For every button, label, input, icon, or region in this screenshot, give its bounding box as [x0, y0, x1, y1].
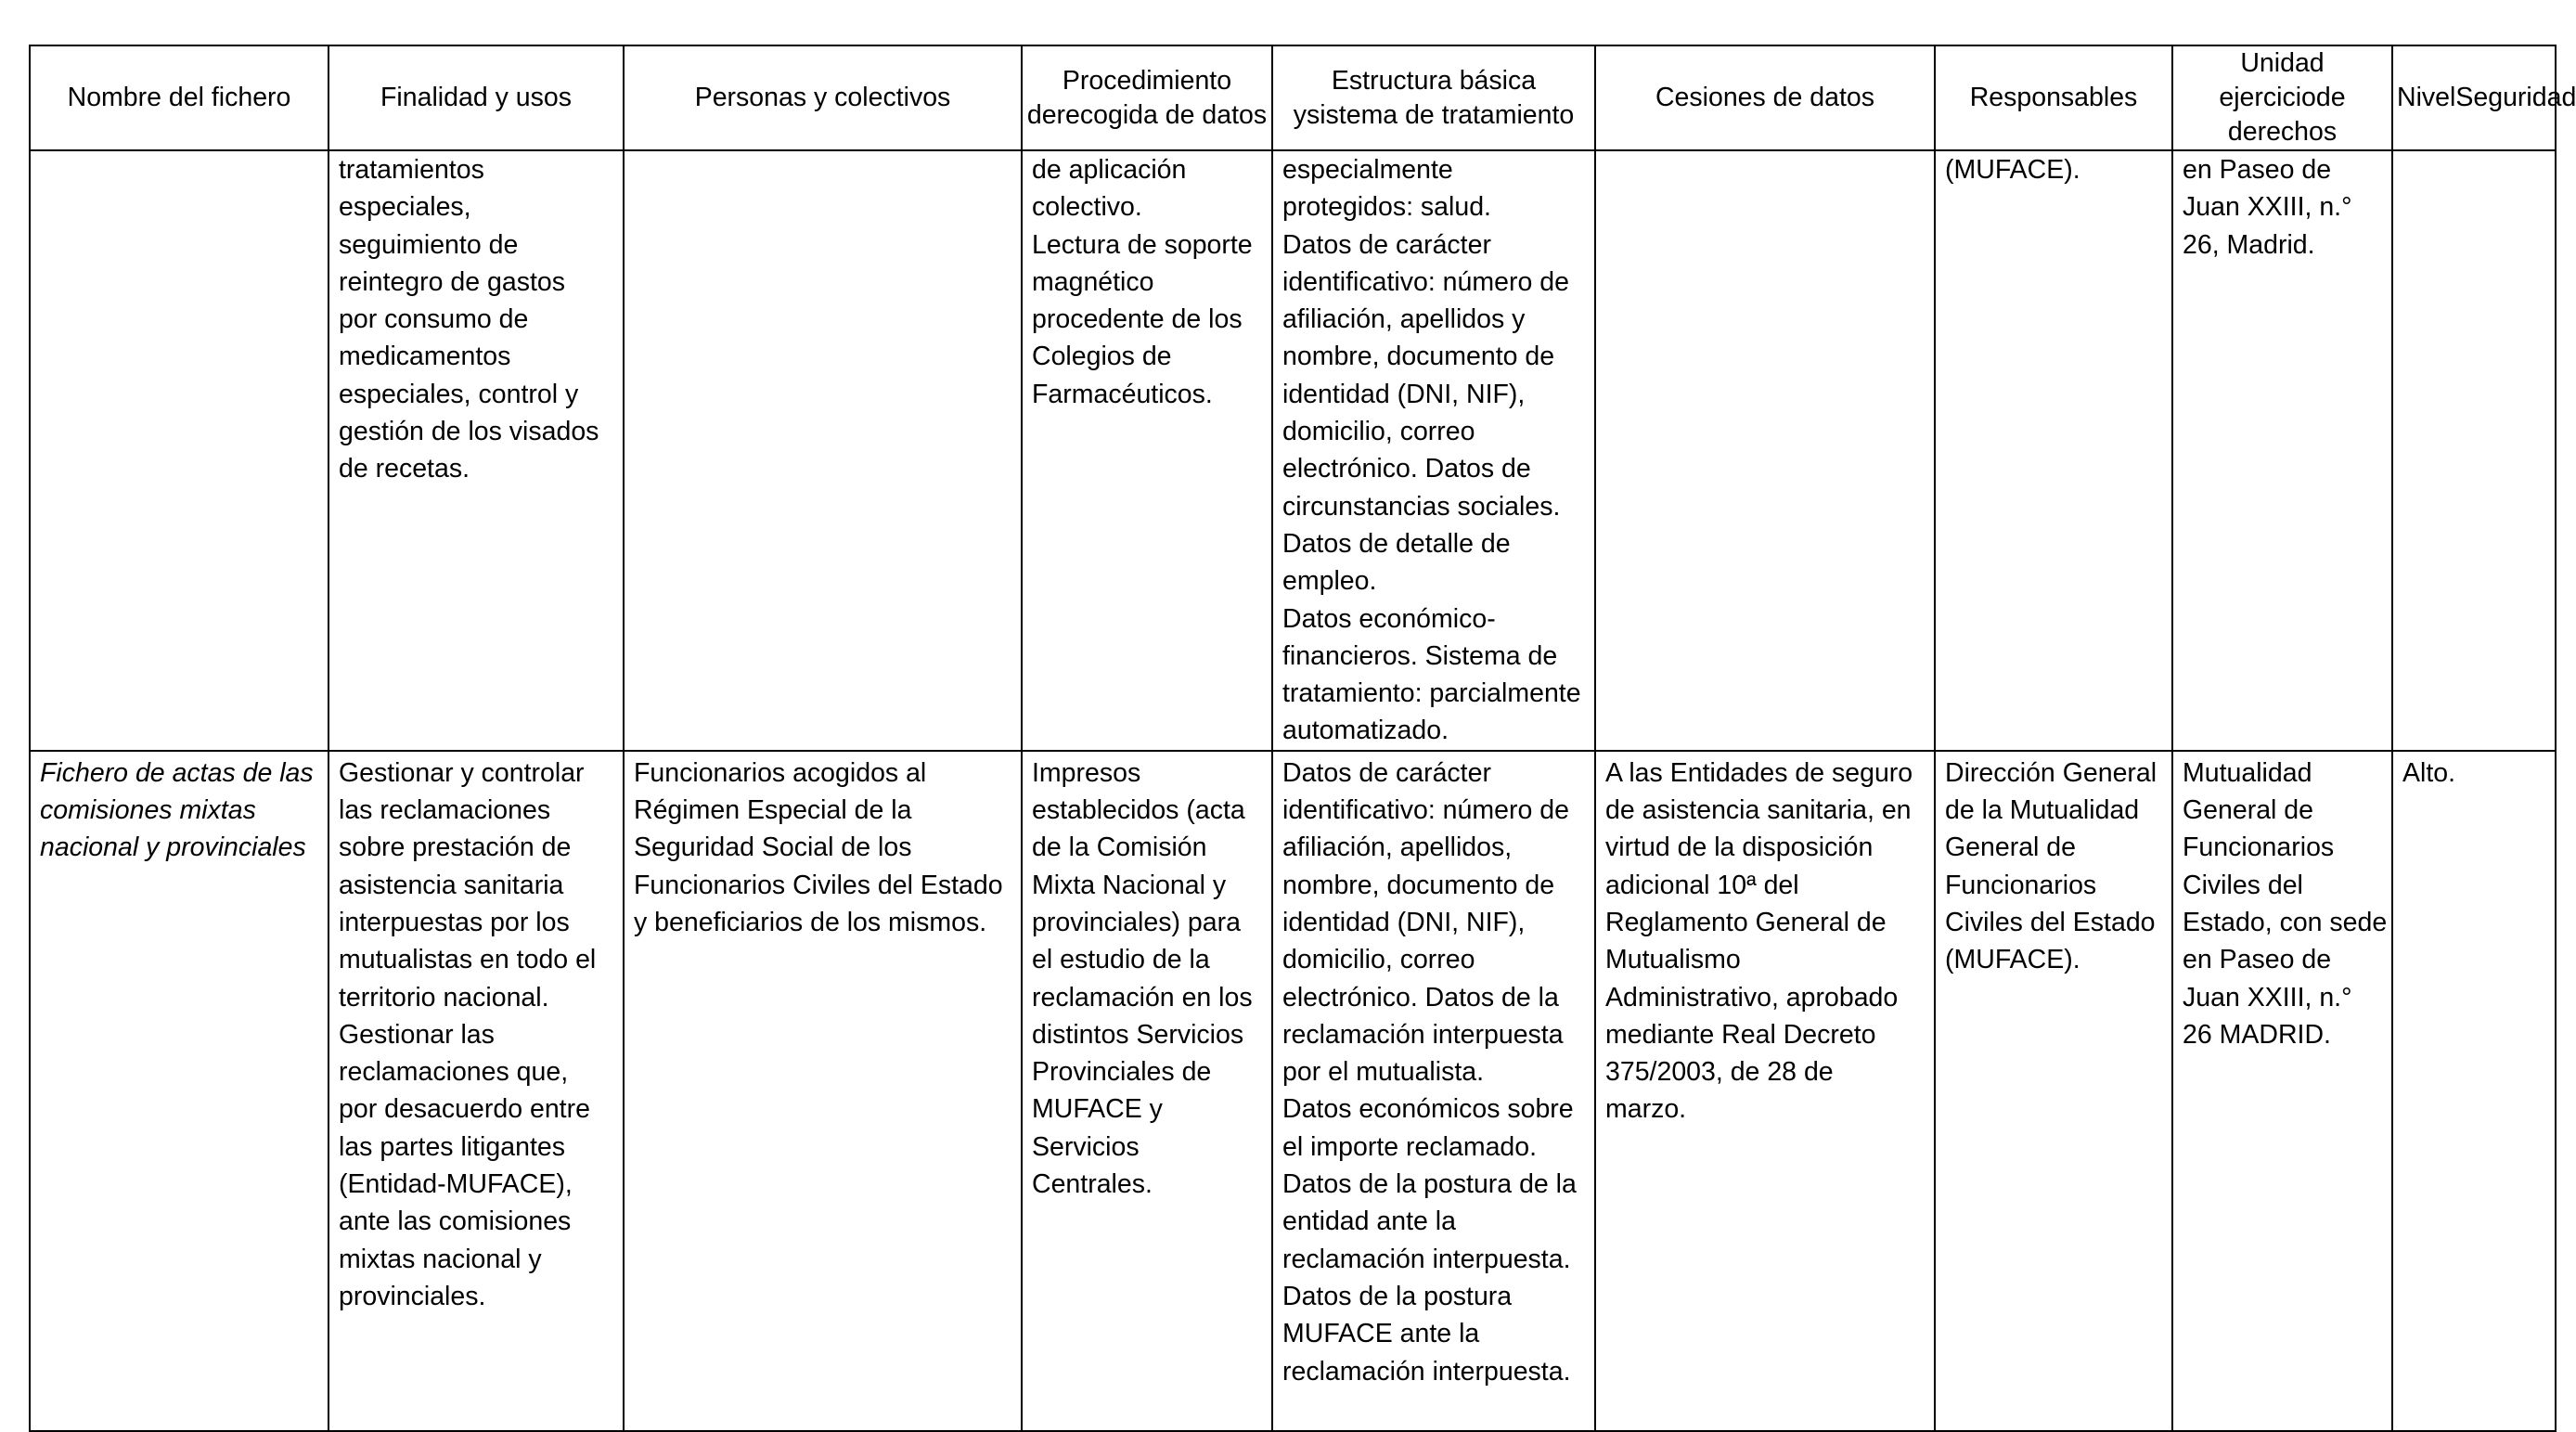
- cell-personas-colectivos: [624, 150, 1022, 751]
- cell-unidad-ejercicio: [2172, 751, 2392, 1431]
- cell-nombre-fichero: [30, 150, 328, 751]
- cell-cesiones-datos: [1595, 751, 1935, 1431]
- cell-text-line: interpuestas por los: [339, 907, 570, 937]
- cell-text-line: identificativo: número de: [1282, 266, 1569, 297]
- cell-cesiones-datos: [1595, 150, 1935, 751]
- header-row: [30, 45, 2556, 150]
- cell-responsables: [1935, 150, 2172, 751]
- cell-text-line: el importe reclamado.: [1282, 1131, 1538, 1162]
- cell-text-line: por el mutualista.: [1282, 1057, 1485, 1088]
- cell-text-line: electrónico. Datos de: [1282, 454, 1531, 484]
- cell-text-line: marzo.: [1605, 1094, 1687, 1125]
- cell-text-line: ante las comisiones: [339, 1206, 572, 1237]
- cell-text-line: tratamientos: [339, 155, 484, 185]
- cell-text-line: medicamentos: [339, 342, 511, 372]
- cell-text-line: Colegios de: [1032, 342, 1172, 372]
- cell-text-line: provinciales.: [339, 1281, 486, 1311]
- cell-text-line: Datos de carácter: [1282, 757, 1491, 788]
- cell-text-line: Farmacéuticos.: [1032, 379, 1213, 409]
- cell-text-line: adicional 10ª del: [1605, 870, 1799, 900]
- cell-text-line: financieros. Sistema de: [1282, 640, 1558, 671]
- cell-text-line: reclamaciones que,: [339, 1057, 569, 1088]
- cell-text-line: especiales,: [339, 192, 471, 223]
- cell-text-line: A las Entidades de seguro: [1605, 757, 1913, 788]
- header-nombre-fichero: Nombre del fichero: [30, 45, 328, 150]
- cell-text-line: en Paseo de: [2183, 945, 2332, 975]
- cell-text-line: circunstancias sociales.: [1282, 491, 1561, 522]
- cell-text-line: Impresos: [1032, 757, 1141, 788]
- cell-text-line: territorio nacional.: [339, 982, 549, 1013]
- cell-text-line: mediante Real Decreto: [1605, 1019, 1876, 1050]
- cell-text-line: procedente de los: [1032, 304, 1243, 335]
- cell-text-line: por desacuerdo entre: [339, 1094, 590, 1125]
- cell-text-line: Funcionarios acogidos al: [634, 757, 927, 788]
- cell-text-line: de la Mutualidad: [1945, 795, 2140, 826]
- cell-text-line: de la Comisión: [1032, 832, 1207, 863]
- cell-text-line: tratamiento: parcialmente: [1282, 678, 1581, 709]
- cell-text-line: provinciales) para: [1032, 907, 1241, 937]
- cell-text-line: en Paseo de: [2183, 155, 2332, 185]
- cell-estructura-basica: [1272, 150, 1595, 751]
- cell-text-line: las partes litigantes: [339, 1131, 565, 1162]
- cell-text-line: Funcionarios Civiles del Estado: [634, 870, 1003, 900]
- cell-estructura-basica: [1272, 751, 1595, 1431]
- cell-text-line: Alto.: [2402, 757, 2456, 788]
- cell-personas-colectivos: [624, 751, 1022, 1431]
- header-estructura-basica: Estructura básica ysistema de tratamiento: [1272, 45, 1595, 150]
- cell-text-line: empleo.: [1282, 566, 1377, 597]
- cell-nivel-seguridad: [2392, 150, 2556, 751]
- cell-finalidad-usos: [328, 751, 624, 1431]
- cell-text-line: nombre, documento de: [1282, 870, 1555, 900]
- data-files-table: [29, 45, 2576, 1432]
- cell-text-line: nacional y provinciales: [40, 832, 306, 863]
- cell-text-line: colectivo.: [1032, 192, 1142, 223]
- header-unidad-ejercicio: Unidad ejerciciode derechos: [2172, 45, 2392, 150]
- cell-text-line: magnético: [1032, 266, 1154, 297]
- cell-text-line: reclamación interpuesta.: [1282, 1244, 1571, 1274]
- cell-text-line: Datos económico-: [1282, 603, 1496, 634]
- table-row: [30, 150, 2556, 751]
- cell-text-line: distintos Servicios: [1032, 1019, 1244, 1050]
- cell-text-line: asistencia sanitaria: [339, 870, 564, 900]
- cell-text-line: especialmente: [1282, 155, 1453, 185]
- cell-text-line: reclamación interpuesta: [1282, 1019, 1564, 1050]
- header-personas-colectivos: Personas y colectivos: [624, 45, 1022, 150]
- cell-text-line: comisiones mixtas: [40, 795, 256, 826]
- cell-text-line: Reglamento General de: [1605, 907, 1887, 937]
- cell-procedimiento-recogida: [1022, 751, 1272, 1431]
- cell-text-line: (MUFACE).: [1945, 155, 2080, 185]
- cell-text-line: identidad (DNI, NIF),: [1282, 379, 1526, 409]
- cell-text-line: domicilio, correo: [1282, 945, 1475, 975]
- cell-text-line: mixtas nacional y: [339, 1244, 542, 1274]
- cell-text-line: el estudio de la: [1032, 945, 1210, 975]
- cell-text-line: Funcionarios: [1945, 870, 2097, 900]
- cell-text-line: identificativo: número de: [1282, 795, 1569, 826]
- cell-text-line: nombre, documento de: [1282, 342, 1555, 372]
- table-body: [30, 150, 2556, 1431]
- cell-text-line: especiales, control y: [339, 379, 579, 409]
- cell-text-line: mutualistas en todo el: [339, 945, 597, 975]
- cell-text-line: Datos de la postura: [1282, 1281, 1513, 1311]
- cell-text-line: automatizado.: [1282, 716, 1449, 746]
- cell-text-line: Seguridad Social de los: [634, 832, 912, 863]
- cell-text-line: por consumo de: [339, 304, 529, 335]
- header-nivel-seguridad: NivelSeguridad: [2392, 45, 2556, 150]
- cell-text-line: 26, Madrid.: [2183, 229, 2315, 260]
- cell-text-line: Mutualismo: [1605, 945, 1741, 975]
- cell-text-line: Datos de detalle de: [1282, 528, 1511, 559]
- cell-text-line: Juan XXIII, n.°: [2183, 982, 2352, 1013]
- cell-text-line: Gestionar y controlar: [339, 757, 585, 788]
- cell-text-line: Mixta Nacional y: [1032, 870, 1227, 900]
- cell-text-line: Servicios: [1032, 1131, 1140, 1162]
- cell-text-line: MUFACE y: [1032, 1094, 1163, 1125]
- cell-text-line: Juan XXIII, n.°: [2183, 192, 2352, 223]
- cell-text-line: las reclamaciones: [339, 795, 551, 826]
- cell-text-line: Centrales.: [1032, 1169, 1153, 1200]
- cell-text-line: Dirección General: [1945, 757, 2157, 788]
- cell-text-line: Civiles del: [2183, 870, 2303, 900]
- cell-procedimiento-recogida: [1022, 150, 1272, 751]
- cell-text-line: Datos económicos sobre: [1282, 1094, 1574, 1125]
- cell-text-line: Lectura de soporte: [1032, 229, 1253, 260]
- cell-text-line: 26 MADRID.: [2183, 1019, 2331, 1050]
- cell-text-line: Datos de carácter: [1282, 229, 1491, 260]
- header-procedimiento-recogida: Procedimiento derecogida de datos: [1022, 45, 1272, 150]
- cell-text-line: de asistencia sanitaria, en: [1605, 795, 1912, 826]
- table-row: [30, 751, 2556, 1431]
- cell-text-line: Datos de la postura de la: [1282, 1169, 1577, 1200]
- cell-text-line: reclamación en los: [1032, 982, 1253, 1013]
- cell-text-line: de recetas.: [339, 454, 470, 484]
- cell-responsables: [1935, 751, 2172, 1431]
- cell-text-line: General de: [2183, 795, 2314, 826]
- header-finalidad-usos: Finalidad y usos: [328, 45, 624, 150]
- cell-text-line: gestión de los visados: [339, 417, 599, 447]
- header-cesiones-datos: Cesiones de datos: [1595, 45, 1935, 150]
- cell-text-line: (MUFACE).: [1945, 945, 2080, 975]
- cell-text-line: Régimen Especial de la: [634, 795, 912, 826]
- cell-text-line: 375/2003, de 28 de: [1605, 1057, 1834, 1088]
- cell-text-line: afiliación, apellidos y: [1282, 304, 1526, 335]
- cell-text-line: Fichero de actas de las: [40, 757, 314, 788]
- cell-text-line: establecidos (acta: [1032, 795, 1245, 826]
- cell-text-line: seguimiento de: [339, 229, 519, 260]
- cell-text-line: virtud de la disposición: [1605, 832, 1874, 863]
- cell-text-line: Provinciales de: [1032, 1057, 1212, 1088]
- cell-text-line: y beneficiarios de los mismos.: [634, 907, 987, 937]
- cell-unidad-ejercicio: [2172, 150, 2392, 751]
- cell-finalidad-usos: [328, 150, 624, 751]
- cell-text-line: Estado, con sede: [2183, 907, 2388, 937]
- cell-text-line: Civiles del Estado: [1945, 907, 2156, 937]
- cell-text-line: entidad ante la: [1282, 1206, 1456, 1237]
- cell-text-line: afiliación, apellidos,: [1282, 832, 1513, 863]
- cell-text-line: Funcionarios: [2183, 832, 2335, 863]
- cell-text-line: Gestionar las: [339, 1019, 495, 1050]
- cell-text-line: Administrativo, aprobado: [1605, 982, 1899, 1013]
- cell-text-line: de aplicación: [1032, 155, 1187, 185]
- cell-nombre-fichero: [30, 751, 328, 1431]
- cell-nivel-seguridad: [2392, 751, 2556, 1431]
- cell-text-line: domicilio, correo: [1282, 417, 1475, 447]
- cell-text-line: identidad (DNI, NIF),: [1282, 907, 1526, 937]
- cell-text-line: Mutualidad: [2183, 757, 2312, 788]
- cell-text-line: protegidos: salud.: [1282, 192, 1491, 223]
- cell-text-line: reclamación interpuesta.: [1282, 1356, 1571, 1387]
- cell-text-line: (Entidad-MUFACE),: [339, 1169, 573, 1200]
- cell-text-line: electrónico. Datos de la: [1282, 982, 1559, 1013]
- cell-text-line: reintegro de gastos: [339, 266, 565, 297]
- table-header: [30, 45, 2576, 150]
- cell-text-line: sobre prestación de: [339, 832, 572, 863]
- header-responsables: Responsables: [1935, 45, 2172, 150]
- cell-text-line: General de: [1945, 832, 2077, 863]
- cell-text-line: MUFACE ante la: [1282, 1319, 1480, 1349]
